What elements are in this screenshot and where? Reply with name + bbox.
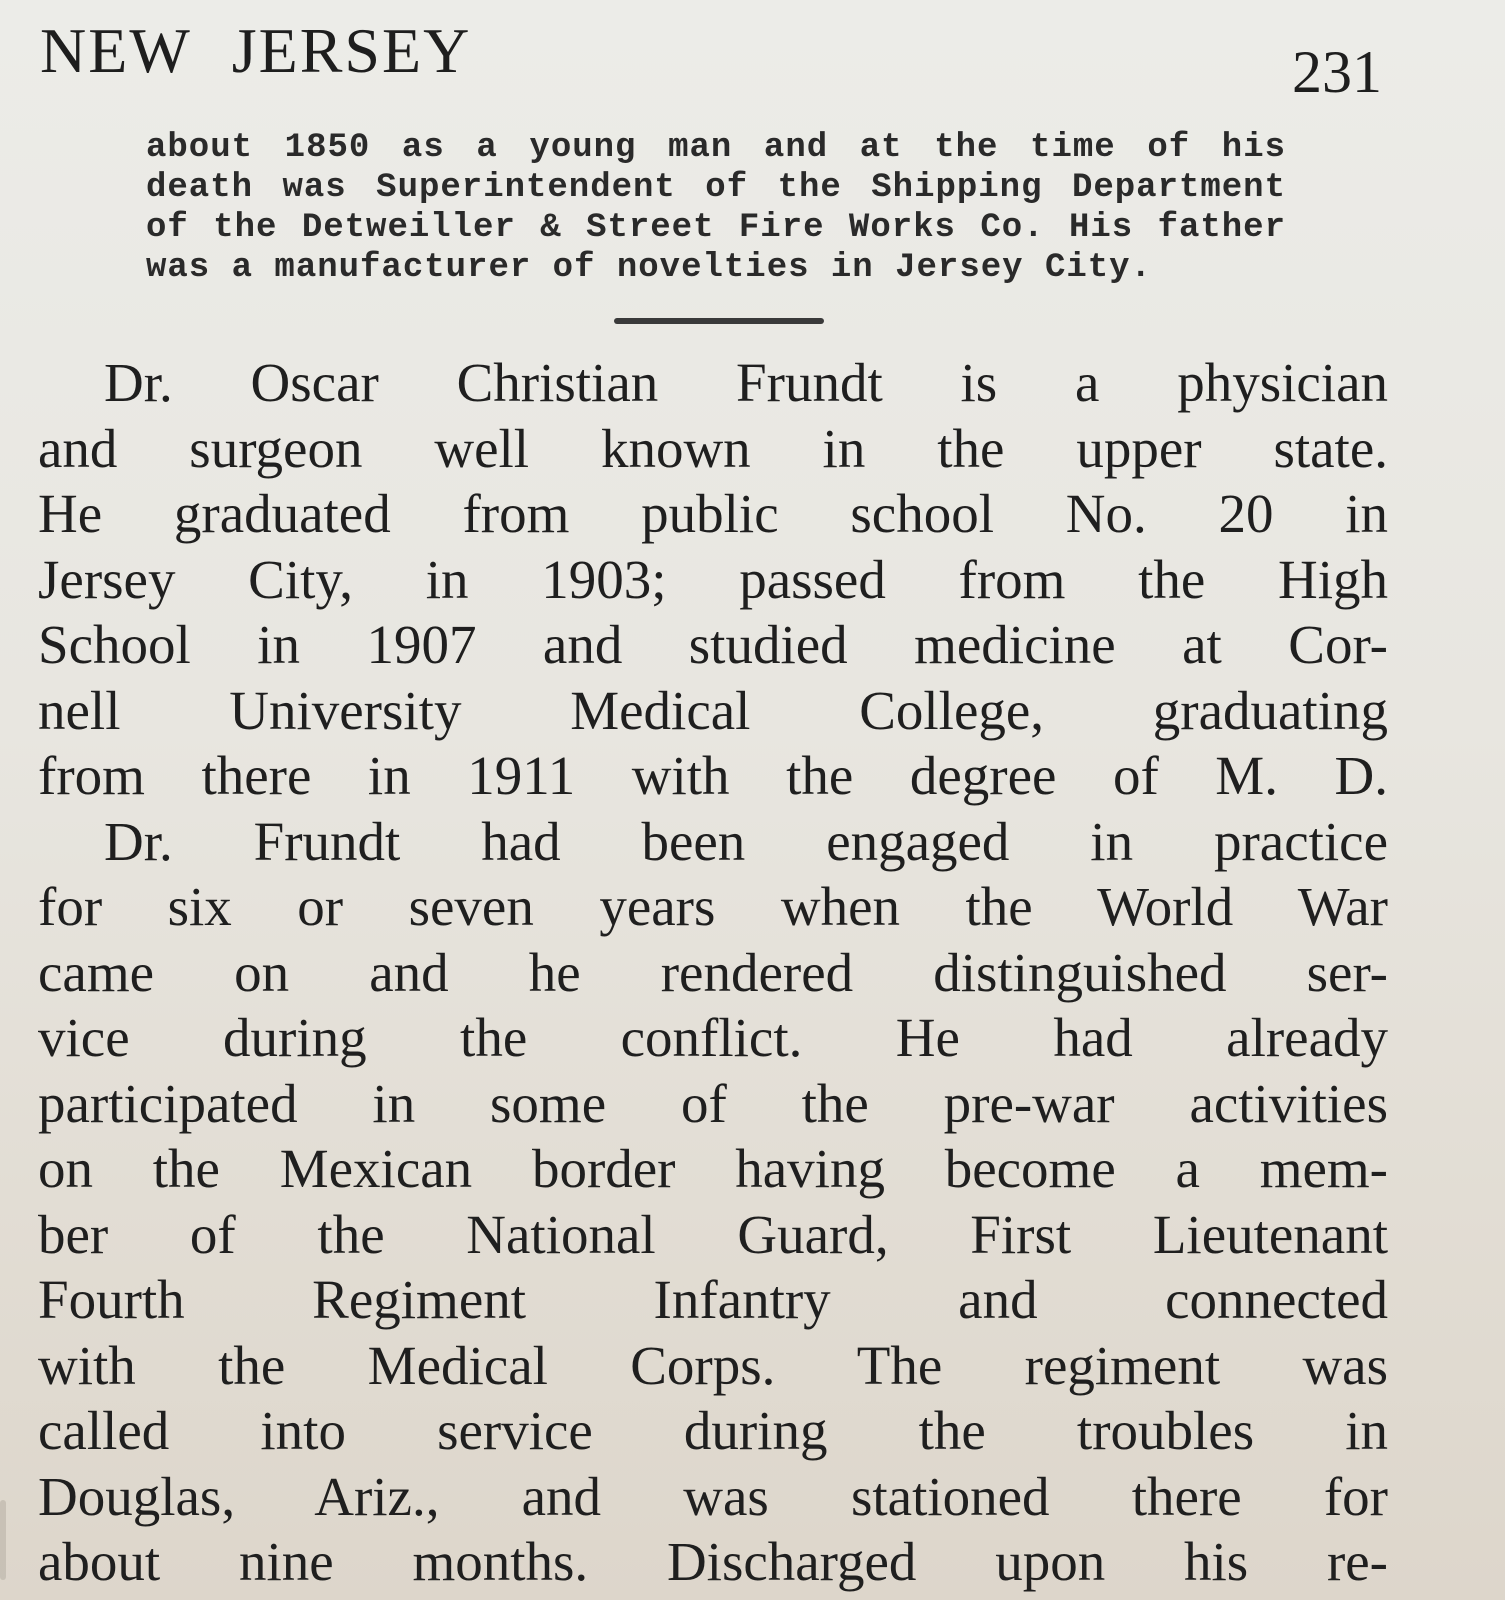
running-head <box>40 14 471 88</box>
text-line: from there in 1911 with the degree of M. D. <box>38 745 1388 806</box>
text-line: Fourth Regiment Infantry and connected <box>38 1269 1388 1330</box>
text-line: with the Medical Corps. The regiment was <box>38 1334 1388 1396</box>
text-line: Douglas, Ariz., and was stationed there for <box>38 1465 1388 1527</box>
text-line: death was Superintendent of the Shipping Department <box>146 169 1286 207</box>
text-line: came on and he rendered distinguished ser- <box>38 941 1388 1003</box>
text-line: nell University Medical College, graduating <box>38 679 1388 741</box>
page-number: 231 <box>1292 39 1382 105</box>
text-line: vice during the conflict. He had already <box>38 1007 1388 1068</box>
text-line: was a manufacturer of novelties in Jersey City. <box>146 249 1152 287</box>
section-divider <box>614 318 824 324</box>
running-head-word-jersey: JERSEY <box>231 15 472 86</box>
text-line: participated in some of the pre-war activities <box>38 1072 1388 1134</box>
text-line: Jersey City, in 1903; passed from the High <box>38 548 1388 610</box>
text-line: Dr. Oscar Christian Frundt is a physician <box>104 352 1388 413</box>
running-head-word-new: NEW <box>40 15 192 86</box>
text-line: called into service during the troubles in <box>38 1400 1388 1461</box>
article-body <box>38 350 1388 1595</box>
text-line: School in 1907 and studied medicine at Cor- <box>38 614 1388 675</box>
page-edge-shadow <box>0 1500 6 1580</box>
text-line: ber of the National Guard, First Lieutenant <box>38 1203 1388 1265</box>
text-line: of the Detweiller & Street Fire Works Co. His father <box>146 209 1286 247</box>
previous-entry-tail <box>146 128 1286 288</box>
text-line: about 1850 as a young man and at the time of his <box>146 129 1286 167</box>
text-line: He graduated from public school No. 20 in <box>38 483 1388 544</box>
text-line: for six or seven years when the World War <box>38 876 1388 937</box>
text-line: on the Mexican border having become a mem- <box>38 1138 1388 1199</box>
text-line: about nine months. Discharged upon his re- <box>38 1531 1388 1592</box>
text-line: and surgeon well known in the upper state. <box>38 417 1388 479</box>
text-line: Dr. Frundt had been engaged in practice <box>104 810 1388 872</box>
